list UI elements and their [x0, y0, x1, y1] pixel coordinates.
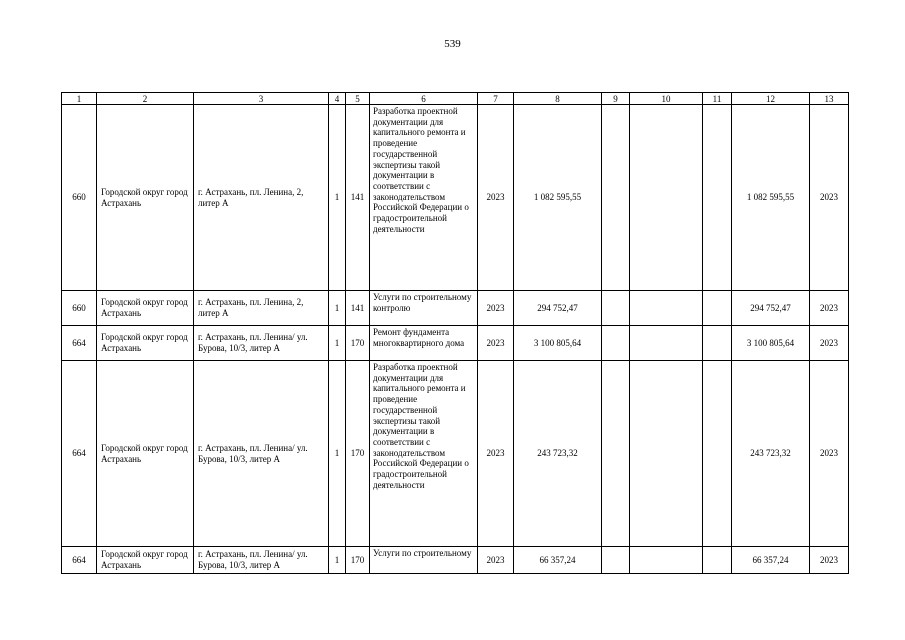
column-header: 2	[97, 93, 194, 105]
cell-year-end: 2023	[810, 547, 849, 574]
table-row	[62, 291, 849, 326]
cell-col9	[602, 291, 630, 326]
cell-col4: 1	[329, 361, 346, 547]
cell-year-end: 2023	[810, 105, 849, 291]
cell-col11	[703, 291, 732, 326]
cell-address: г. Астрахань, пл. Ленина/ ул. Бурова, 10/3, литер А	[194, 326, 329, 361]
cell-address: г. Астрахань, пл. Ленина/ ул. Бурова, 10/3, литер А	[194, 361, 329, 547]
column-header: 11	[703, 93, 732, 105]
cell-col5: 170	[346, 547, 370, 574]
cell-year-end: 2023	[810, 291, 849, 326]
cell-col9	[602, 105, 630, 291]
cell-col4: 1	[329, 326, 346, 361]
cell-col11	[703, 326, 732, 361]
cell-col5: 170	[346, 326, 370, 361]
cell-cost-fund: 294 752,47	[732, 291, 810, 326]
cell-work-type: Услуги по строительному	[370, 547, 478, 574]
cell-object-number: 660	[62, 105, 97, 291]
table-row	[62, 105, 849, 291]
cell-year: 2023	[478, 326, 514, 361]
cell-col11	[703, 547, 732, 574]
cell-year-end: 2023	[810, 361, 849, 547]
cell-year: 2023	[478, 361, 514, 547]
cell-cost-total: 66 357,24	[514, 547, 602, 574]
column-number-row	[62, 93, 849, 105]
cell-work-type: Ремонт фундамента многоквартирного дома	[370, 326, 478, 361]
cell-col10	[630, 547, 703, 574]
column-header: 5	[346, 93, 370, 105]
cell-municipality: Городской округ город Астрахань	[97, 326, 194, 361]
cell-object-number: 660	[62, 291, 97, 326]
column-header: 8	[514, 93, 602, 105]
column-header: 4	[329, 93, 346, 105]
cell-cost-total: 294 752,47	[514, 291, 602, 326]
cell-address: г. Астрахань, пл. Ленина, 2, литер А	[194, 105, 329, 291]
cell-cost-fund: 3 100 805,64	[732, 326, 810, 361]
cell-year: 2023	[478, 547, 514, 574]
cell-col10	[630, 105, 703, 291]
cell-col9	[602, 547, 630, 574]
cell-object-number: 664	[62, 547, 97, 574]
cell-year-end: 2023	[810, 326, 849, 361]
column-header: 10	[630, 93, 703, 105]
column-header: 7	[478, 93, 514, 105]
table-row	[62, 361, 849, 547]
column-header: 9	[602, 93, 630, 105]
cell-work-type: Разработка проектной документации для капитального ремонта и проведение государственной экспертизы такой документации в соответствии с законодательством Российской Федерации о градостроительной деятельности	[370, 361, 478, 547]
cell-municipality: Городской округ город Астрахань	[97, 361, 194, 547]
page-number: 539	[444, 38, 461, 50]
cell-work-type: Услуги по строительному контролю	[370, 291, 478, 326]
cell-cost-fund: 66 357,24	[732, 547, 810, 574]
column-header: 1	[62, 93, 97, 105]
cell-col10	[630, 291, 703, 326]
cell-cost-fund: 1 082 595,55	[732, 105, 810, 291]
cell-object-number: 664	[62, 326, 97, 361]
cell-year: 2023	[478, 291, 514, 326]
cell-municipality: Городской округ город Астрахань	[97, 291, 194, 326]
cell-municipality: Городской округ город Астрахань	[97, 105, 194, 291]
cell-col5: 141	[346, 105, 370, 291]
cell-col9	[602, 361, 630, 547]
cell-work-type: Разработка проектной документации для капитального ремонта и проведение государственной экспертизы такой документации в соответствии с законодательством Российской Федерации о градостроительной деятельности	[370, 105, 478, 291]
table-row	[62, 547, 849, 574]
cell-col10	[630, 361, 703, 547]
cell-cost-total: 243 723,32	[514, 361, 602, 547]
column-header: 13	[810, 93, 849, 105]
cell-cost-total: 3 100 805,64	[514, 326, 602, 361]
registry-table	[61, 92, 849, 574]
cell-object-number: 664	[62, 361, 97, 547]
column-header: 12	[732, 93, 810, 105]
cell-col9	[602, 326, 630, 361]
cell-address: г. Астрахань, пл. Ленина/ ул. Бурова, 10/3, литер А	[194, 547, 329, 574]
cell-col4: 1	[329, 291, 346, 326]
cell-col5: 141	[346, 291, 370, 326]
cell-municipality: Городской округ город Астрахань	[97, 547, 194, 574]
cell-address: г. Астрахань, пл. Ленина, 2, литер А	[194, 291, 329, 326]
cell-col11	[703, 361, 732, 547]
cell-year: 2023	[478, 105, 514, 291]
cell-col11	[703, 105, 732, 291]
column-header: 6	[370, 93, 478, 105]
table-row	[62, 326, 849, 361]
cell-cost-fund: 243 723,32	[732, 361, 810, 547]
cell-col4: 1	[329, 547, 346, 574]
column-header: 3	[194, 93, 329, 105]
cell-col5: 170	[346, 361, 370, 547]
cell-cost-total: 1 082 595,55	[514, 105, 602, 291]
cell-col4: 1	[329, 105, 346, 291]
cell-col10	[630, 326, 703, 361]
